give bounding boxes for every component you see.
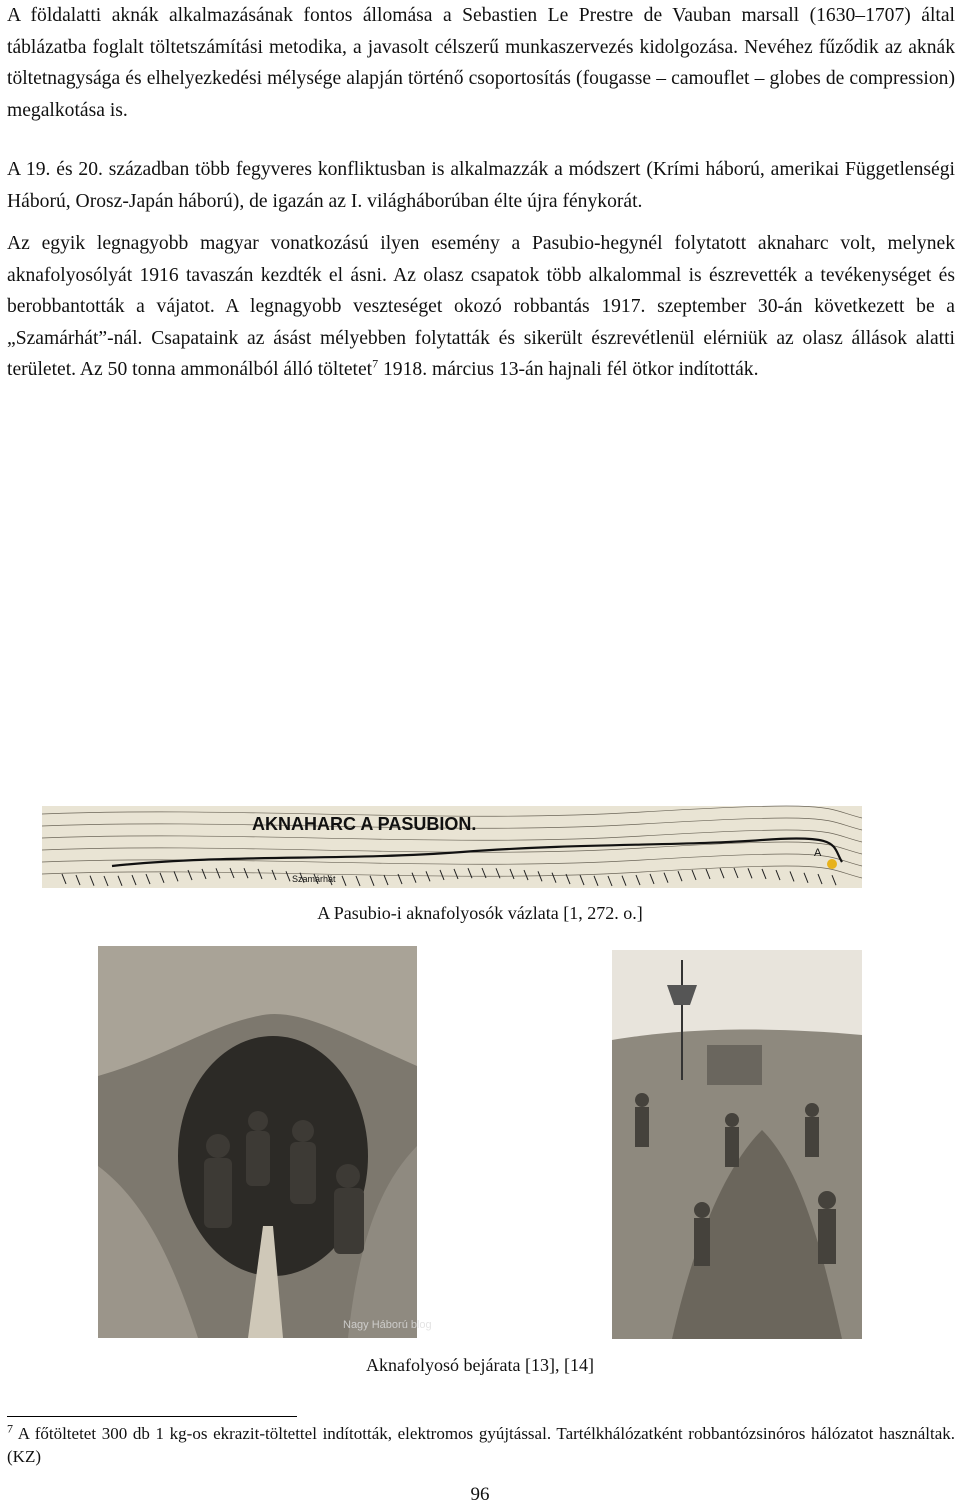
map-svg-canvas: [42, 806, 862, 888]
hatch-mark: [118, 876, 122, 886]
hatch-mark: [286, 871, 290, 881]
map-caption: A Pasubio-i aknafolyosók vázlata [1, 272. o.]: [317, 903, 643, 923]
hatch-mark: [202, 869, 206, 879]
hatch-mark: [608, 876, 612, 886]
hatch-mark: [62, 874, 66, 884]
hatch-mark: [804, 873, 808, 883]
hatch-mark: [104, 876, 108, 886]
footnote-text: A főtöltetet 300 db 1 kg-os ekrazit-töltettel indították, elektromos gyújtással. Tartélkhálózatként robbantózsinóros hálózatot használtak. (KZ): [7, 1424, 955, 1466]
photos-caption: Aknafolyosó bejárata [13], [14]: [366, 1355, 594, 1375]
hatch-mark: [790, 871, 794, 881]
hatch-mark: [258, 869, 262, 879]
hatch-mark: [454, 869, 458, 879]
label-szamarhat: Szamárhát: [292, 874, 336, 884]
aknaharc-map-main: [42, 806, 862, 888]
photo-excavation: [612, 950, 862, 1339]
hatch-mark: [594, 876, 598, 886]
paragraph-pasubio: [7, 228, 955, 386]
hatch-mark: [356, 876, 360, 886]
hatch-mark: [468, 868, 472, 878]
hatch-mark: [622, 876, 626, 886]
hatch-mark: [650, 874, 654, 884]
footnote-ref[interactable]: 7: [372, 356, 379, 371]
hatch-mark: [762, 869, 766, 879]
hatch-mark: [664, 873, 668, 883]
page-number: 96: [470, 1484, 490, 1505]
paragraph-pasubio-text: Az egyik legnagyobb magyar vonatkozású ilyen esemény a Pasubio-hegynél folytatott aknaharc volt, melynek aknafolyosólyát 1916 tavaszán kezdték el ásni. Az olasz csapatok több alkalommal is észrevették a tevékenységet és berobbantották a vájatot. A legnagyobb veszteséget okozó robbantás 1917. szeptember 30-án következett be a „Szamárhát”-nál. Csapataink az ásást mélyebben folytatták és sikerült észrevétlenül elérniük az olasz állások alatti területet. Az 50 tonna ammonálból álló töltetet: [7, 233, 955, 380]
hatch-mark: [146, 874, 150, 884]
hatch-mark: [174, 871, 178, 881]
hatch-mark: [538, 871, 542, 881]
paragraph-pasubio-text-end: 1918. március 13-án hajnali fél ötkor indították.: [378, 359, 759, 380]
hatch-mark: [216, 868, 220, 878]
hatch-mark: [384, 875, 388, 885]
hatch-mark: [706, 869, 710, 879]
hatch-mark: [636, 875, 640, 885]
hatch-mark: [776, 870, 780, 880]
hatch-mark: [188, 870, 192, 880]
footnote: [7, 1422, 955, 1468]
hatch-mark: [272, 870, 276, 880]
paragraph-19-20-century: A 19. és 20. században több fegyveres konfliktusban is alkalmazzák a módszert (Krími háború, amerikai Függetlenségi Háború, Orosz-Japán háború), de igazán az I. világháborúban élte újra fénykorát.: [7, 159, 955, 212]
hatch-mark: [230, 868, 234, 878]
hatch-mark: [90, 876, 94, 886]
hatch-mark: [734, 868, 738, 878]
hatch-mark: [76, 875, 80, 885]
hatch-mark: [496, 868, 500, 878]
hatch-mark: [580, 875, 584, 885]
hatch-mark: [832, 875, 836, 885]
hatch-mark: [160, 873, 164, 883]
contour-line: [42, 854, 862, 866]
photo-watermark: Nagy Háború blog: [343, 1319, 432, 1331]
hatch-mark: [244, 868, 248, 878]
hatch-mark: [412, 873, 416, 883]
hatch-mark: [692, 870, 696, 880]
hatch-mark: [440, 870, 444, 880]
explosion-point: [827, 859, 837, 869]
map-title: AKNAHARC A PASUBION.: [252, 814, 477, 834]
hatch-mark: [566, 874, 570, 884]
hatch-mark: [818, 874, 822, 884]
hatch-mark: [720, 868, 724, 878]
paragraph-vauban: A földalatti aknák alkalmazásának fontos állomása a Sebastien Le Prestre de Vauban marsall (1630–1707) által táblázatba foglalt töltetszámítási metodika, a javasolt célszerű munkaszervezés kidolgozása. Nevéhez fűződik az aknák töltetnagysága és elhelyezkedési mélysége alapján történő csoportosítás (fougasse – camouflet – globes de compression) megalkotása is.: [7, 5, 955, 121]
hatch-mark: [552, 873, 556, 883]
contour-line: [42, 866, 862, 878]
hatch-mark: [426, 871, 430, 881]
label-a: A: [814, 847, 822, 859]
hatch-mark: [524, 870, 528, 880]
hatch-mark: [370, 876, 374, 886]
hatch-mark: [510, 869, 514, 879]
ridge-hatching: [62, 868, 836, 886]
footnote-rule: [7, 1416, 297, 1417]
photo-tunnel-entrance: [98, 946, 432, 1338]
hatch-mark: [132, 875, 136, 885]
hatch-mark: [748, 868, 752, 878]
hatch-mark: [678, 871, 682, 881]
footnote-number: 7: [7, 1421, 13, 1436]
hatch-mark: [342, 876, 346, 886]
